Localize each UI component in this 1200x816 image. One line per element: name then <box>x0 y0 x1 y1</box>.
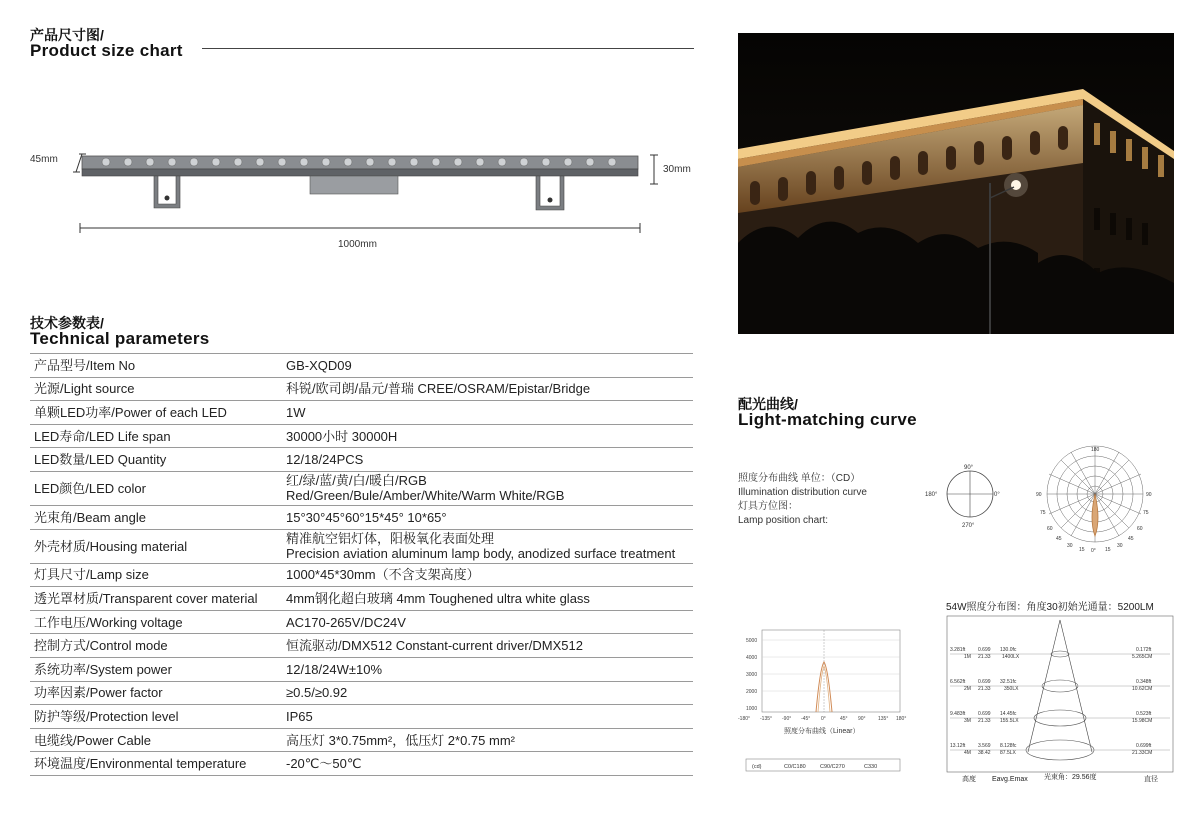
param-key: 系统功率/System power <box>30 657 282 681</box>
legend-line: Lamp position chart: <box>738 515 829 526</box>
table-row <box>30 448 693 472</box>
param-value: -20℃～50℃ <box>282 752 693 776</box>
x-tick: -135° <box>760 716 773 722</box>
size-chart-title-cn: 产品尺寸图/ <box>30 27 104 43</box>
param-key: 工作电压/Working voltage <box>30 610 282 634</box>
cone-b: 21.33 <box>978 718 991 724</box>
x-tick: 90° <box>858 716 866 722</box>
table-row <box>30 705 693 729</box>
table-row <box>30 424 693 448</box>
cone-fc: 32.51fc <box>1000 679 1017 685</box>
params-title-cn: 技术参数表/ <box>30 315 104 331</box>
table-row <box>30 529 693 563</box>
cone-fc: 14.45fc <box>1000 711 1017 717</box>
polar-label: 60 <box>1137 526 1143 532</box>
param-key: 电缆线/Power Cable <box>30 728 282 752</box>
cone-r1: 0.172ft <box>1136 647 1152 653</box>
linear-caption: 照度分布曲线（Linear） <box>784 728 860 735</box>
param-key: LED颜色/LED color <box>30 471 282 505</box>
cone-r2: 21.33CM <box>1132 750 1153 756</box>
x-tick: -180° <box>738 716 751 722</box>
cone-lx: 350LX <box>1004 686 1019 692</box>
polar-label: 30 <box>1117 543 1123 549</box>
table-row <box>30 587 693 611</box>
dim-length-label: 1000mm <box>338 239 377 250</box>
param-value: 1W <box>282 401 693 425</box>
param-value: 15°30°45°60°15*45° 10*65° <box>282 505 693 529</box>
x-tick: -90° <box>782 716 792 722</box>
cone-r2: 10.62CM <box>1132 686 1153 692</box>
cone-footer-beam: 光束角：29.56度 <box>1044 774 1097 781</box>
cone-a: 0.699 <box>978 711 991 717</box>
table-row <box>30 471 693 505</box>
cone-lx: 1400LX <box>1002 654 1020 660</box>
table-row <box>30 377 693 401</box>
polar-label: 45 <box>1056 536 1062 542</box>
polar-label: 180 <box>1091 447 1100 453</box>
polar-label: 75 <box>1143 510 1149 516</box>
cone-ft: 13.12ft <box>950 743 966 749</box>
polar-distribution-chart <box>1033 440 1161 556</box>
param-key: LED寿命/LED Life span <box>30 424 282 448</box>
param-value: 12/18/24W±10% <box>282 657 693 681</box>
cone-fc: 8.128fc <box>1000 743 1017 749</box>
param-value: ≥0.5/≥0.92 <box>282 681 693 705</box>
cone-lx: 87.5LX <box>1000 750 1016 756</box>
cone-ft: 3.281ft <box>950 647 966 653</box>
param-value-line2: Red/Green/Bule/Amber/White/Warm White/RGB <box>286 488 565 504</box>
cone-ft: 6.562ft <box>950 679 966 685</box>
param-value: 恒流驱动/DMX512 Constant-current driver/DMX512 <box>282 634 693 658</box>
legend-line: 照度分布曲线 单位：（CD） <box>738 473 861 484</box>
legend-item: C330 <box>864 764 878 770</box>
legend-item: C0/C180 <box>784 764 806 770</box>
y-tick: 1000 <box>746 706 758 712</box>
param-key: 外壳材质/Housing material <box>30 529 282 563</box>
cone-r1: 0.523ft <box>1136 711 1152 717</box>
cone-b: 38.42 <box>978 750 991 756</box>
param-key: 透光罩材质/Transparent cover material <box>30 587 282 611</box>
cone-r2: 15.98CM <box>1132 718 1153 724</box>
table-row <box>30 728 693 752</box>
param-key: 防护等级/Protection level <box>30 705 282 729</box>
cone-r1: 0.348ft <box>1136 679 1152 685</box>
cone-a: 0.699 <box>978 647 991 653</box>
curve-title-cn: 配光曲线/ <box>738 396 798 412</box>
cone-ft: 9.483ft <box>950 711 966 717</box>
param-value: 科锐/欧司朗/晶元/普瑞 CREE/OSRAM/Epistar/Bridge <box>282 377 693 401</box>
lamp-drawing <box>30 140 710 250</box>
param-key: 单颗LED功率/Power of each LED <box>30 401 282 425</box>
x-tick: -45° <box>801 716 811 722</box>
param-key: LED数量/LED Quantity <box>30 448 282 472</box>
table-row <box>30 505 693 529</box>
param-value-line2: Precision aviation aluminum lamp body, anodized surface treatment <box>286 546 676 562</box>
x-tick: 135° <box>878 716 889 722</box>
param-value: 1000*45*30mm（不含支架高度） <box>282 563 693 587</box>
table-row <box>30 610 693 634</box>
pos-label-right: 0° <box>994 492 1000 498</box>
polar-label: 15 <box>1105 547 1111 553</box>
param-value <box>282 471 693 505</box>
pos-label-bottom: 270° <box>962 523 975 529</box>
param-value: AC170-265V/DC24V <box>282 610 693 634</box>
x-tick: 0° <box>821 716 826 722</box>
legend-line: Illumination distribution curve <box>738 487 867 498</box>
pos-label-top: 90° <box>964 465 974 471</box>
table-row <box>30 634 693 658</box>
polar-label: 90 <box>1036 492 1042 498</box>
param-value <box>282 529 693 563</box>
polar-label: 30 <box>1067 543 1073 549</box>
table-row <box>30 563 693 587</box>
polar-label: 15 <box>1079 547 1085 553</box>
table-row <box>30 681 693 705</box>
cone-a: 3.569 <box>978 743 991 749</box>
cone-m: 3M <box>964 718 971 724</box>
cone-footer-height: 高度 <box>962 776 976 783</box>
cone-m: 1M <box>964 654 971 660</box>
param-key: 环境温度/Environmental temperature <box>30 752 282 776</box>
linear-distribution-chart <box>738 628 913 774</box>
params-table <box>30 353 693 776</box>
polar-label: 45 <box>1128 536 1134 542</box>
param-value: IP65 <box>282 705 693 729</box>
cone-a: 0.699 <box>978 679 991 685</box>
dim-depth-label: 30mm <box>663 164 691 175</box>
size-chart-title-en: Product size chart <box>30 41 183 60</box>
y-tick: 2000 <box>746 689 758 695</box>
param-key: 光源/Light source <box>30 377 282 401</box>
cone-footer-eavg: Eavg.Emax <box>992 776 1028 783</box>
table-row <box>30 354 693 378</box>
curve-title-en: Light-matching curve <box>738 410 917 429</box>
params-title-en: Technical parameters <box>30 329 210 348</box>
param-key: 控制方式/Control mode <box>30 634 282 658</box>
y-tick: 4000 <box>746 655 758 661</box>
building-illustration <box>738 33 1174 334</box>
title-rule <box>202 48 694 49</box>
pos-label-left: 180° <box>925 492 938 498</box>
table-row <box>30 401 693 425</box>
param-value-line1: 红/绿/蓝/黄/白/暖白/RGB <box>286 473 427 489</box>
param-value: 4mm钢化超白玻璃 4mm Toughened ultra white glass <box>282 587 693 611</box>
cone-m: 4M <box>964 750 971 756</box>
x-tick: 180° <box>896 716 907 722</box>
polar-label: 0° <box>1091 548 1096 554</box>
y-tick: 5000 <box>746 638 758 644</box>
param-value: 12/18/24PCS <box>282 448 693 472</box>
param-key: 产品型号/Item No <box>30 354 282 378</box>
cone-lx: 155.5LX <box>1000 718 1019 724</box>
param-value: GB-XQD09 <box>282 354 693 378</box>
cone-footer-diam: 直径 <box>1144 776 1158 783</box>
param-value: 30000小时 30000H <box>282 424 693 448</box>
cone-fc: 130.0fc <box>1000 647 1017 653</box>
y-tick: 3000 <box>746 672 758 678</box>
table-row <box>30 657 693 681</box>
x-tick: 45° <box>840 716 848 722</box>
polar-label: 75 <box>1040 510 1046 516</box>
param-value: 高压灯 3*0.75mm²，低压灯 2*0.75 mm² <box>282 728 693 752</box>
table-row <box>30 752 693 776</box>
param-key: 灯具尺寸/Lamp size <box>30 563 282 587</box>
building-night-photo <box>738 33 1174 334</box>
param-key: 光束角/Beam angle <box>30 505 282 529</box>
cone-m: 2M <box>964 686 971 692</box>
polar-label: 60 <box>1047 526 1053 532</box>
cone-r2: 5.265CM <box>1132 654 1153 660</box>
cone-r1: 0.699ft <box>1136 743 1152 749</box>
param-value-line1: 精准航空铝灯体，阳极氧化表面处理 <box>286 531 495 547</box>
cone-b: 21.33 <box>978 654 991 660</box>
curve-legend <box>738 472 867 528</box>
legend-line: 灯具方位图： <box>738 501 798 512</box>
lamp-position-chart <box>922 460 1006 536</box>
legend-item: (cd) <box>752 764 762 770</box>
legend-item: C90/C270 <box>820 764 845 770</box>
polar-label: 90 <box>1146 492 1152 498</box>
param-key: 功率因素/Power factor <box>30 681 282 705</box>
cone-illuminance-chart <box>946 614 1174 784</box>
cone-chart-title: 54W照度分布图：角度30初始光通量：5200LM <box>946 602 1154 613</box>
cone-b: 21.33 <box>978 686 991 692</box>
dim-height-label: 45mm <box>30 154 58 165</box>
